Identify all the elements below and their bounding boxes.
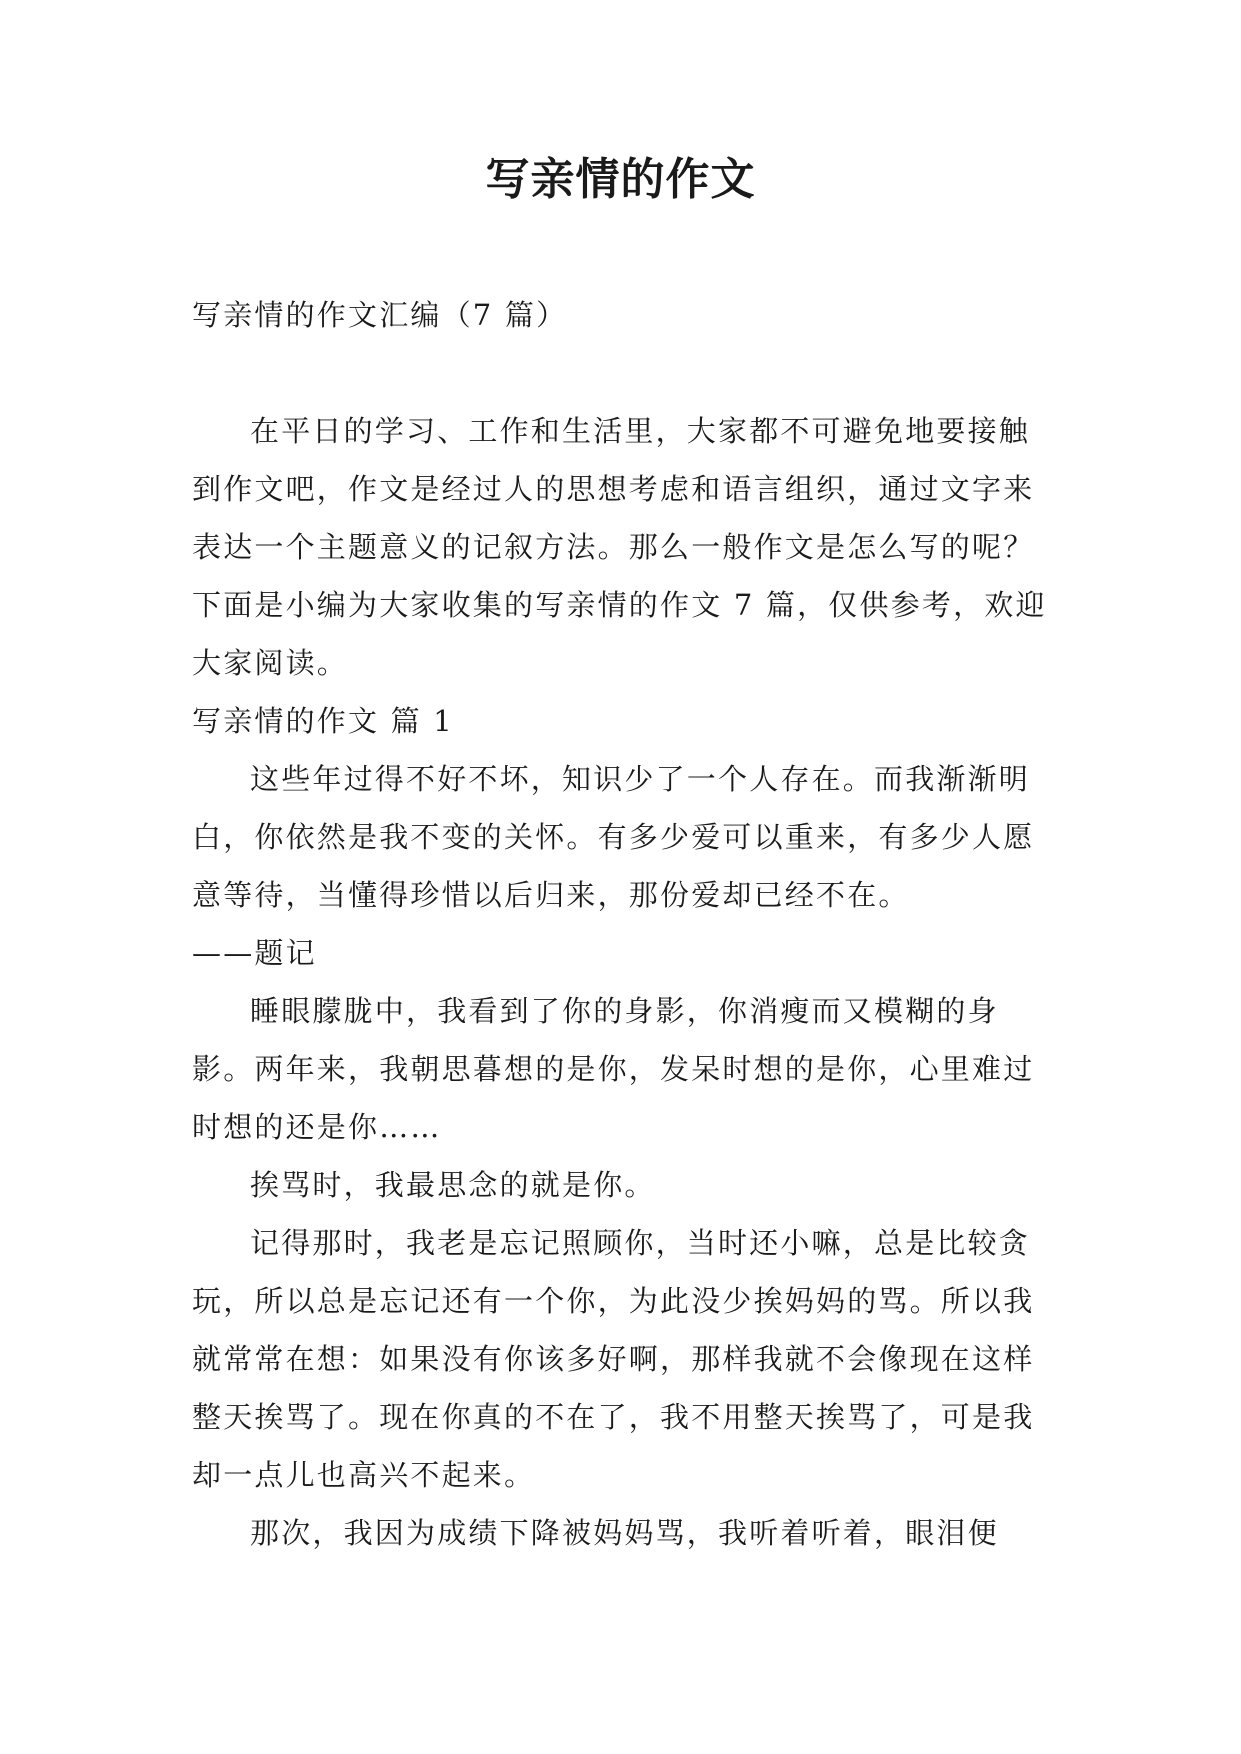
epigraph-tag: ——题记 [192, 936, 317, 970]
body-paragraph: 这些年过得不好不坏，知识少了一个人存在。而我渐渐明白，你依然是我不变的关怀。有多少爱可以重来，有多少人愿意等待，当懂得珍惜以后归来，那份爱却已经不在。 [192, 762, 1035, 912]
body-paragraph: 挨骂时，我最思念的就是你。 [250, 1168, 656, 1202]
body-paragraph: 睡眼朦胧中，我看到了你的身影，你消瘦而又模糊的身影。两年来，我朝思暮想的是你，发呆时想的是你，心里难过时想的还是你…… [192, 994, 1035, 1144]
document-subtitle: 写亲情的作文汇编（7 篇） [192, 298, 568, 332]
intro-paragraph: 在平日的学习、工作和生活里，大家都不可避免地要接触到作文吧，作文是经过人的思想考虑和语言组织，通过文字来表达一个主题意义的记叙方法。那么一般作文是怎么写的呢？下面是小编为大家收集的写亲情的作文 7 篇，仅供参考，欢迎大家阅读。 [192, 414, 1047, 680]
document-body [192, 286, 1052, 1562]
document-title: 写亲情的作文 [485, 154, 756, 205]
body-paragraph: 那次，我因为成绩下降被妈妈骂，我听着听着，眼泪便 [250, 1516, 999, 1550]
section-heading: 写亲情的作文 篇 1 [192, 704, 454, 738]
body-paragraph: 记得那时，我老是忘记照顾你，当时还小嘛，总是比较贪玩，所以总是忘记还有一个你，为此没少挨妈妈的骂。所以我就常常在想：如果没有你该多好啊，那样我就不会像现在这样整天挨骂了。现在你真的不在了，我不用整天挨骂了，可是我却一点儿也高兴不起来。 [192, 1226, 1035, 1492]
